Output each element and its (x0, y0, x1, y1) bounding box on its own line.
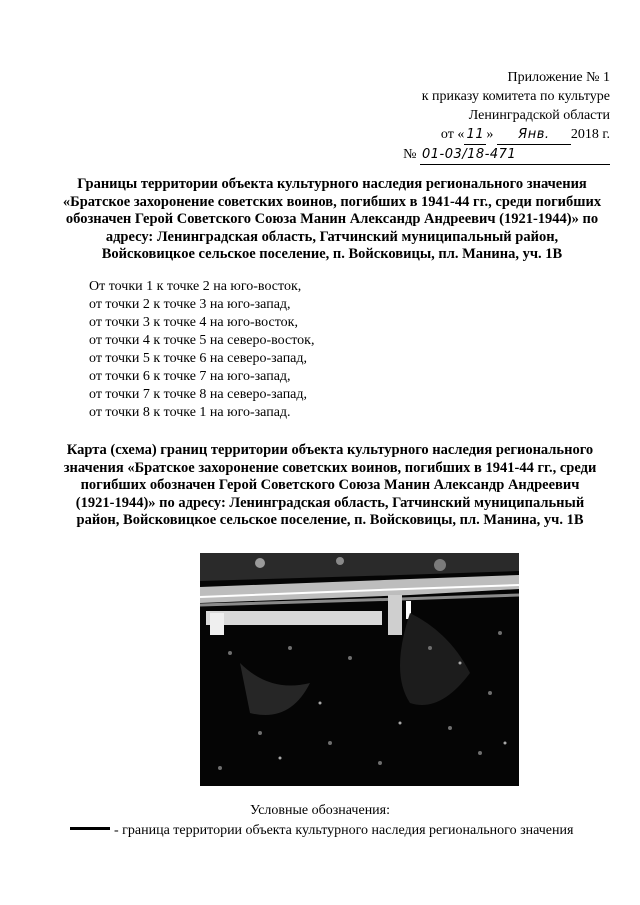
date-mid: » (486, 127, 494, 142)
date-day: 11 (464, 125, 486, 145)
document-title: Границы территории объекта культурного наследия регионального значения «Братское захоронение советских воинов, погибших в 1941-44 гг., среди погибших обозначен Герой Советского Союза Манин Александр Андреевич (1921-1944)» по адресу: Ленинградская область, Гатчинский муниципальный район, Войсковицкое сельское поселение, п. Войсковицы, пл. Манина, уч. 1В (62, 176, 602, 262)
route-line: От точки 1 к точке 2 на юго-восток, (89, 279, 302, 294)
route-line: от точки 5 к точке 6 на северо-запад, (89, 351, 308, 366)
route-line: от точки 4 к точке 5 на северо-восток, (89, 333, 315, 348)
map-title: Карта (схема) границ территории объекта культурного наследия регионального значения «Братское захоронение советских воинов, погибших в 1941-44 гг., среди погибших обозначен Герой Советского Союза Манин Александр Андреевич (1921-1944)» по адресу: Ленинградская область, Гатчинский муниципальный район, Войсковицкое сельское поселение, п. Войсковицы, пл. Манина, уч. 1В (63, 442, 597, 528)
boundary-route-list (89, 278, 489, 422)
boundary-line-swatch (70, 827, 110, 830)
aerial-photo (200, 553, 519, 786)
legend-item (70, 822, 640, 840)
date-year: 2018 г. (570, 127, 610, 142)
appendix-number: Приложение № 1 (507, 70, 610, 85)
boundary-map-image (200, 553, 519, 786)
number-value: 01-03/18-471 (420, 145, 610, 165)
date-prefix: от « (440, 127, 465, 142)
route-line: от точки 2 к точке 3 на юго-запад, (89, 297, 291, 312)
route-line: от точки 8 к точке 1 на юго-запад. (89, 405, 291, 420)
order-number (350, 145, 610, 165)
date-month: Янв. (497, 125, 571, 145)
route-line: от точки 7 к точке 8 на северо-запад, (89, 387, 308, 402)
order-reference: к приказу комитета по культуре (421, 89, 610, 104)
region-name: Ленинградской области (468, 108, 610, 123)
appendix-header (350, 68, 610, 165)
order-date (350, 125, 610, 145)
legend-item-label: - граница территории объекта культурного наследия регионального значения (114, 823, 574, 838)
legend-title: Условные обозначения: (249, 803, 391, 818)
number-prefix: № (403, 147, 417, 162)
route-line: от точки 3 к точке 4 на юго-восток, (89, 315, 298, 330)
route-line: от точки 6 к точке 7 на юго-запад, (89, 369, 291, 384)
